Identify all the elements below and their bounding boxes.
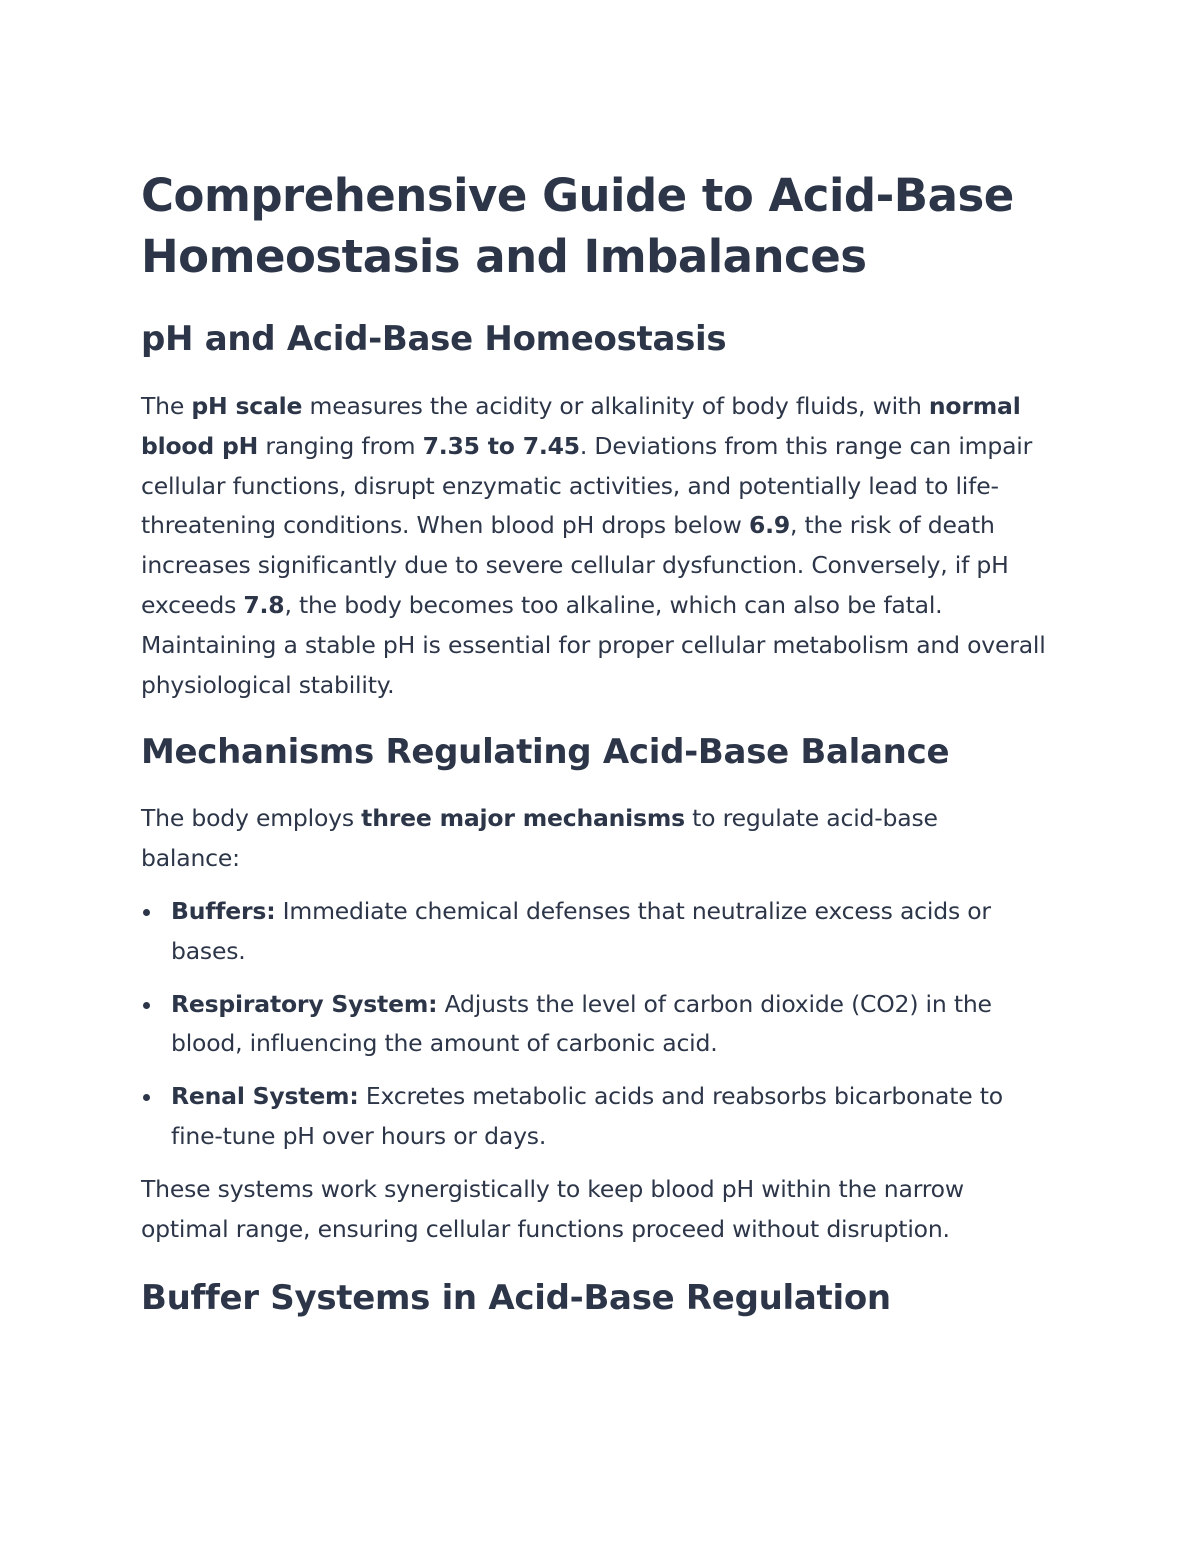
bullet-icon bbox=[143, 909, 150, 916]
emphasis-normal-blood-ph: normal blood pH bbox=[141, 392, 1021, 460]
paragraph-ph-scale: The pH scale measures the acidity or alkalinity of body fluids, with normal blood pH ranging from 7.35 to 7.45. Deviations from this range can impair cellular functions, disrupt enzymatic activities, and potentially lead to life-threatening conditions. When blood pH drops below 6.9, the risk of death increases significantly due to severe cellular dysfunction. Conversely, if pH exceeds 7.8, the body becomes too alkaline, which can also be fatal. Maintaining a stable pH is essential for proper cellular metabolism and overall physiological stability. bbox=[141, 392, 1046, 699]
paragraph-mechanisms-intro: The body employs three major mechanisms to regulate acid-base balance: bbox=[141, 804, 938, 872]
emphasis-ph-range: 7.35 to 7.45 bbox=[422, 431, 580, 460]
section-heading-mechanisms: Mechanisms Regulating Acid-Base Balance bbox=[141, 732, 950, 772]
emphasis-low-ph: 6.9 bbox=[748, 511, 790, 540]
section-heading-ph-homeostasis: pH and Acid-Base Homeostasis bbox=[141, 319, 727, 359]
bullet-icon bbox=[143, 1094, 150, 1101]
section-heading-buffer-systems: Buffer Systems in Acid-Base Regulation bbox=[141, 1278, 891, 1318]
document-title: Comprehensive Guide to Acid-Base Homeostasis and Imbalances bbox=[141, 169, 1014, 283]
mechanisms-list bbox=[141, 892, 1061, 1170]
list-item: Buffers: Immediate chemical defenses that neutralize excess acids or bases. bbox=[141, 892, 1061, 972]
emphasis-high-ph: 7.8 bbox=[243, 590, 285, 619]
bullet-icon bbox=[143, 1002, 150, 1009]
list-item: Renal System: Excretes metabolic acids and reabsorbs bicarbonate to fine-tune pH over hours or days. bbox=[141, 1077, 1061, 1157]
emphasis-ph-scale: pH scale bbox=[191, 392, 303, 420]
paragraph-synergy: These systems work synergistically to keep blood pH within the narrow optimal range, ensuring cellular functions proceed without disruption. bbox=[141, 1175, 964, 1243]
emphasis-three-mechanisms: three major mechanisms bbox=[361, 804, 685, 832]
list-item: Respiratory System: Adjusts the level of carbon dioxide (CO2) in the blood, influencing the amount of carbonic acid. bbox=[141, 985, 1061, 1065]
